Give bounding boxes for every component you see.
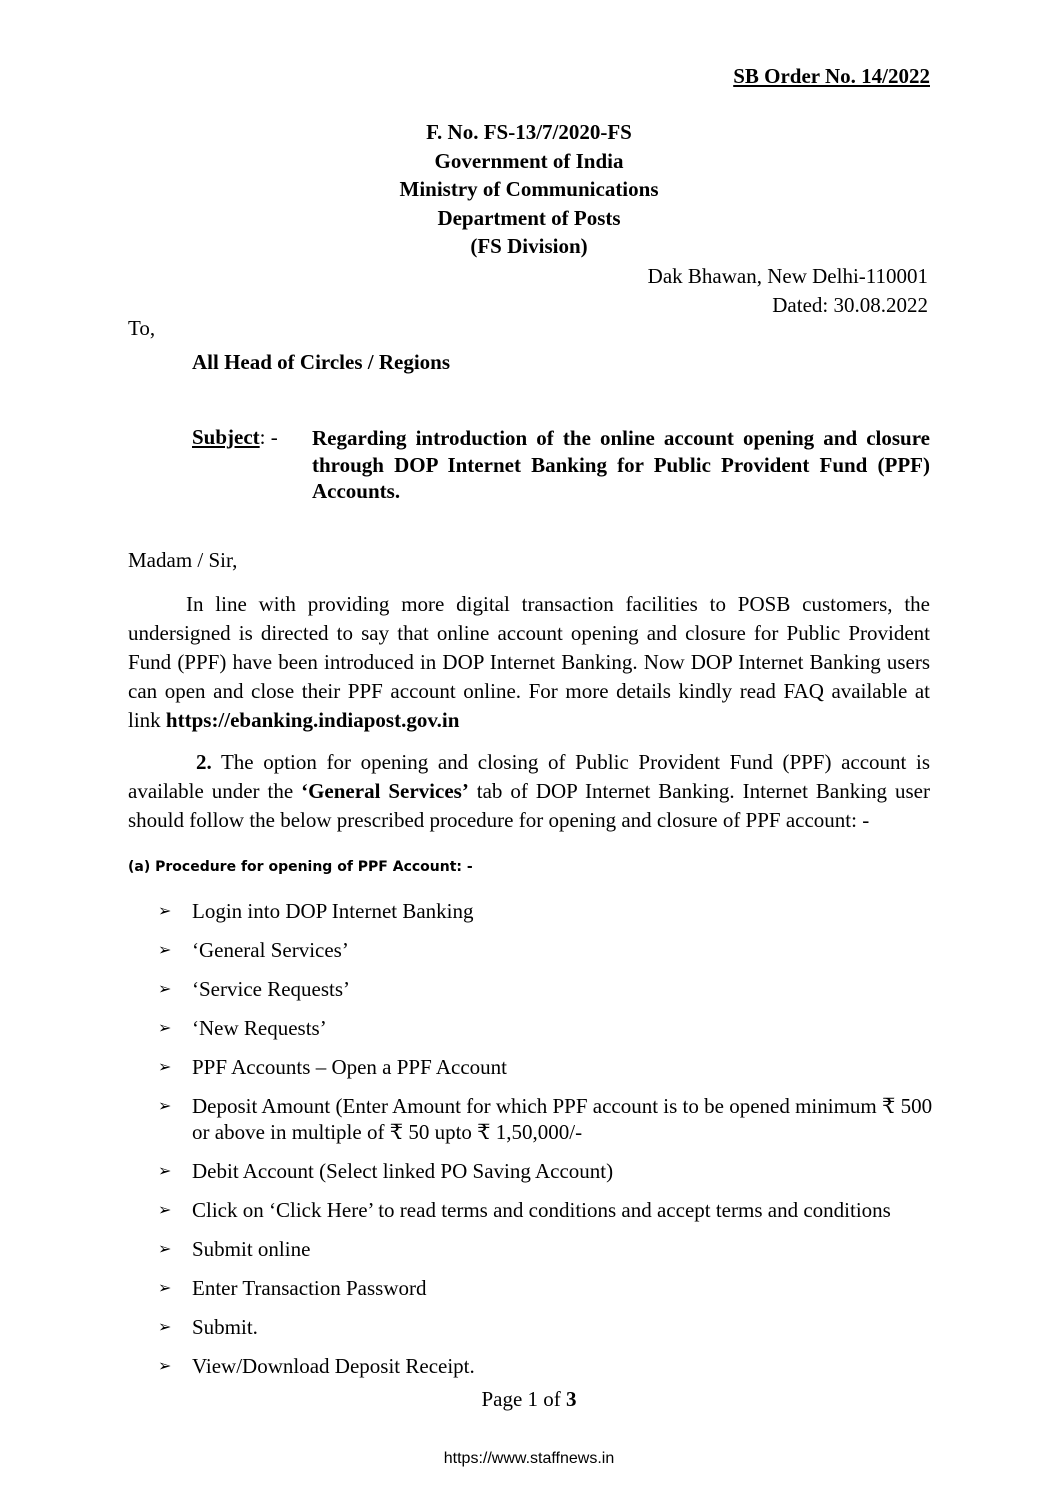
general-services-tab-name: ‘General Services’ xyxy=(301,779,469,803)
paragraph-1 xyxy=(128,590,930,735)
step-text: ‘Service Requests’ xyxy=(192,977,351,1001)
step-text: Click on ‘Click Here’ to read terms and conditions and accept terms and conditions xyxy=(192,1198,891,1222)
list-item xyxy=(158,976,938,1002)
list-item xyxy=(158,1236,938,1262)
arrow-bullet-icon: ➢ xyxy=(158,1317,172,1336)
subject-separator: : - xyxy=(259,425,278,449)
paragraph-2 xyxy=(128,748,930,835)
step-text: ‘New Requests’ xyxy=(192,1016,327,1040)
arrow-bullet-icon: ➢ xyxy=(158,1278,172,1297)
procedure-heading: (a) Procedure for opening of PPF Account: - xyxy=(128,859,473,875)
department-line: Department of Posts xyxy=(437,205,621,230)
subject-label xyxy=(192,425,278,450)
list-item xyxy=(158,1197,938,1223)
step-text: Submit online xyxy=(192,1237,311,1261)
letter-header xyxy=(0,118,1058,261)
page-number xyxy=(0,1387,1058,1412)
to-label: To, xyxy=(128,316,156,340)
order-number: SB Order No. 14/2022 xyxy=(733,64,930,88)
government-line: Government of India xyxy=(434,148,624,173)
step-text: ‘General Services’ xyxy=(192,938,349,962)
step-text: Debit Account (Select linked PO Saving Account) xyxy=(192,1159,614,1183)
step-text: Enter Transaction Password xyxy=(192,1276,427,1300)
recipient: All Head of Circles / Regions xyxy=(192,350,451,374)
paragraph-2-text-b: tab of DOP Internet Banking. Internet Banking user should follow the below prescribed procedure for opening and closure of PPF account: - xyxy=(128,779,930,832)
letter-date: Dated: 30.08.2022 xyxy=(772,293,928,317)
list-item xyxy=(158,898,938,924)
address-place: Dak Bhawan, New Delhi-110001 xyxy=(647,264,928,288)
arrow-bullet-icon: ➢ xyxy=(158,940,172,959)
list-item xyxy=(158,1015,938,1041)
list-item xyxy=(158,1054,938,1080)
step-text: View/Download Deposit Receipt. xyxy=(192,1354,475,1378)
paragraph-2-text-a: The option for opening and closing of Public Provident Fund (PPF) account is available under the xyxy=(128,750,930,803)
page-number-prefix: Page 1 of xyxy=(481,1387,567,1411)
paragraph-1-text: In line with providing more digital transaction facilities to POSB customers, the undersigned is directed to say that online account opening and closure for Public Provident Fund (PPF) have been introduced in DOP Internet Banking. Now DOP Internet Banking users can open and close their PPF account online. For more details kindly read FAQ available at link xyxy=(128,592,930,732)
subject-text: Regarding introduction of the online account opening and closure through DOP Internet Banking for Public Provident Fund (PPF) Accounts. xyxy=(312,426,930,503)
arrow-bullet-icon: ➢ xyxy=(158,1356,172,1375)
arrow-bullet-icon: ➢ xyxy=(158,1161,172,1180)
list-item xyxy=(158,1314,938,1340)
arrow-bullet-icon: ➢ xyxy=(158,1018,172,1037)
salutation: Madam / Sir, xyxy=(128,548,238,572)
list-item xyxy=(158,1158,938,1184)
ministry-line: Ministry of Communications xyxy=(399,177,659,201)
arrow-bullet-icon: ➢ xyxy=(158,1057,172,1076)
step-text: Deposit Amount (Enter Amount for which PPF account is to be opened minimum ₹ 500 or above in multiple of ₹ 50 upto ₹ 1,50,000/- xyxy=(192,1094,933,1144)
division-line: (FS Division) xyxy=(470,234,588,258)
faq-link[interactable]: https://ebanking.indiapost.gov.in xyxy=(165,708,460,732)
list-item xyxy=(158,1353,938,1379)
footer-url[interactable]: https://www.staffnews.in xyxy=(443,1450,615,1467)
file-number: F. No. FS-13/7/2020-FS xyxy=(426,120,632,144)
arrow-bullet-icon: ➢ xyxy=(158,1096,172,1115)
sender-address xyxy=(648,262,928,320)
step-text: Login into DOP Internet Banking xyxy=(192,899,474,923)
subject-label-text: Subject xyxy=(192,425,260,449)
arrow-bullet-icon: ➢ xyxy=(158,901,172,920)
list-item xyxy=(158,1275,938,1301)
step-text: PPF Accounts – Open a PPF Account xyxy=(192,1055,508,1079)
page-total: 3 xyxy=(566,1387,577,1411)
step-text: Submit. xyxy=(192,1315,258,1339)
procedure-steps xyxy=(158,898,938,1392)
arrow-bullet-icon: ➢ xyxy=(158,1239,172,1258)
arrow-bullet-icon: ➢ xyxy=(158,979,172,998)
list-item xyxy=(158,937,938,963)
arrow-bullet-icon: ➢ xyxy=(158,1200,172,1219)
list-item xyxy=(158,1093,938,1145)
paragraph-number: 2. xyxy=(196,750,212,774)
